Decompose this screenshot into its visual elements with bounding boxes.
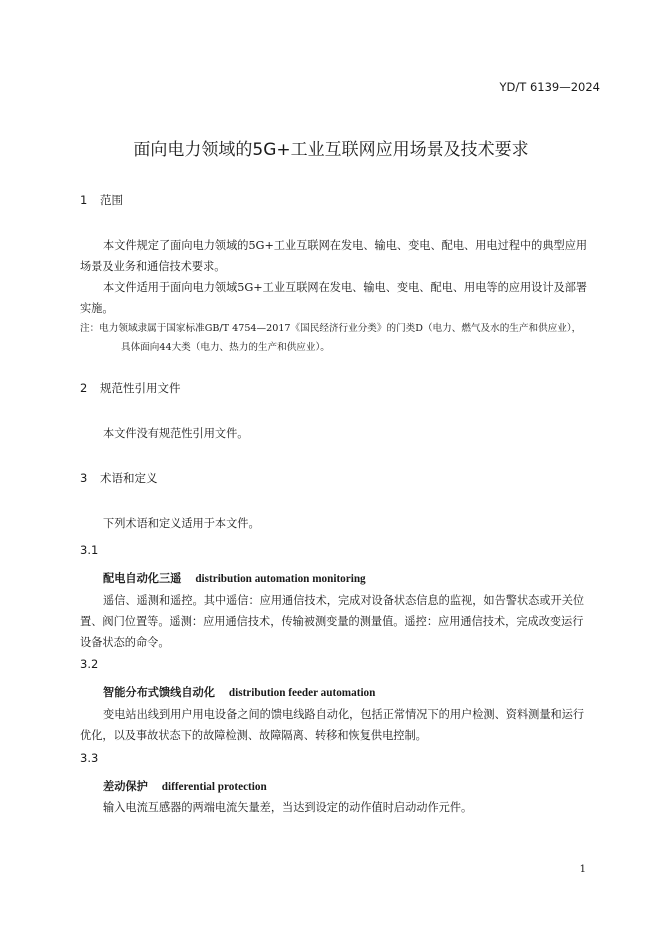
paragraph-line: 场景及业务和通信技术要求。	[80, 260, 226, 273]
paragraph-line: 本文件规定了面向电力领域的5G+工业互联网在发电、输电、变电、配电、用电过程中的典型应用	[103, 239, 588, 252]
definition-line: 优化，以及事故状态下的故障检测、故障隔离、转移和恢复供电控制。	[80, 729, 427, 742]
document-number: YD/T 6139—2024	[499, 80, 600, 94]
section-heading-terms-definitions	[80, 470, 158, 486]
section-number: 1	[80, 193, 88, 207]
term-name-en: distribution feeder automation	[228, 687, 376, 699]
term-name-cn: 智能分布式馈线自动化	[103, 686, 215, 699]
section-heading-scope	[80, 192, 123, 208]
note-line: 具体面向44大类（电力、热力的生产和供应业）。	[121, 342, 330, 353]
definition-line: 输入电流互感器的两端电流矢量差，当达到设定的动作值时启动动作元件。	[103, 801, 473, 814]
definition-line: 设备状态的命令。	[80, 636, 170, 649]
term-name-en: differential protection	[161, 781, 267, 793]
term-number: 3.3	[80, 751, 99, 765]
definition-line: 遥信、遥测和遥控。其中遥信：应用通信技术，完成对设备状态信息的监视，如告警状态或开关位	[103, 594, 585, 607]
page-number: 1	[579, 864, 586, 875]
section-title: 范围	[100, 193, 123, 207]
paragraph-line: 下列术语和定义适用于本文件。	[103, 517, 260, 530]
section-title: 术语和定义	[100, 471, 158, 485]
term-name-cn: 配电自动化三遥	[103, 572, 182, 585]
term-name-en: distribution automation monitoring	[195, 573, 366, 585]
definition-line: 置、阀门位置等。遥测：应用通信技术，传输被测变量的测量值。遥控：应用通信技术，完成改变运行	[80, 615, 584, 628]
term-title	[103, 778, 267, 794]
document-title: 面向电力领域的5G+工业互联网应用场景及技术要求	[133, 140, 529, 160]
paragraph-line: 实施。	[80, 302, 114, 315]
paragraph-line: 本文件适用于面向电力领域5G+工业互联网在发电、输电、变电、配电、用电等的应用设计及部署	[103, 281, 588, 294]
definition-line: 变电站出线到用户用电设备之间的馈电线路自动化，包括正常情况下的用户检测、资料测量和运行	[103, 708, 585, 721]
section-number: 2	[80, 381, 88, 395]
term-title	[103, 570, 366, 586]
section-title: 规范性引用文件	[100, 381, 181, 395]
note-line: 注：电力领域隶属于国家标准GB/T 4754—2017《国民经济行业分类》的门类D（电力、燃气及水的生产和供应业），	[80, 323, 582, 334]
term-number: 3.1	[80, 543, 99, 557]
term-title	[103, 684, 375, 700]
term-number: 3.2	[80, 657, 99, 671]
section-heading-normative-references	[80, 380, 181, 396]
term-name-cn: 差动保护	[103, 780, 148, 793]
paragraph-line: 本文件没有规范性引用文件。	[103, 427, 249, 440]
section-number: 3	[80, 471, 88, 485]
